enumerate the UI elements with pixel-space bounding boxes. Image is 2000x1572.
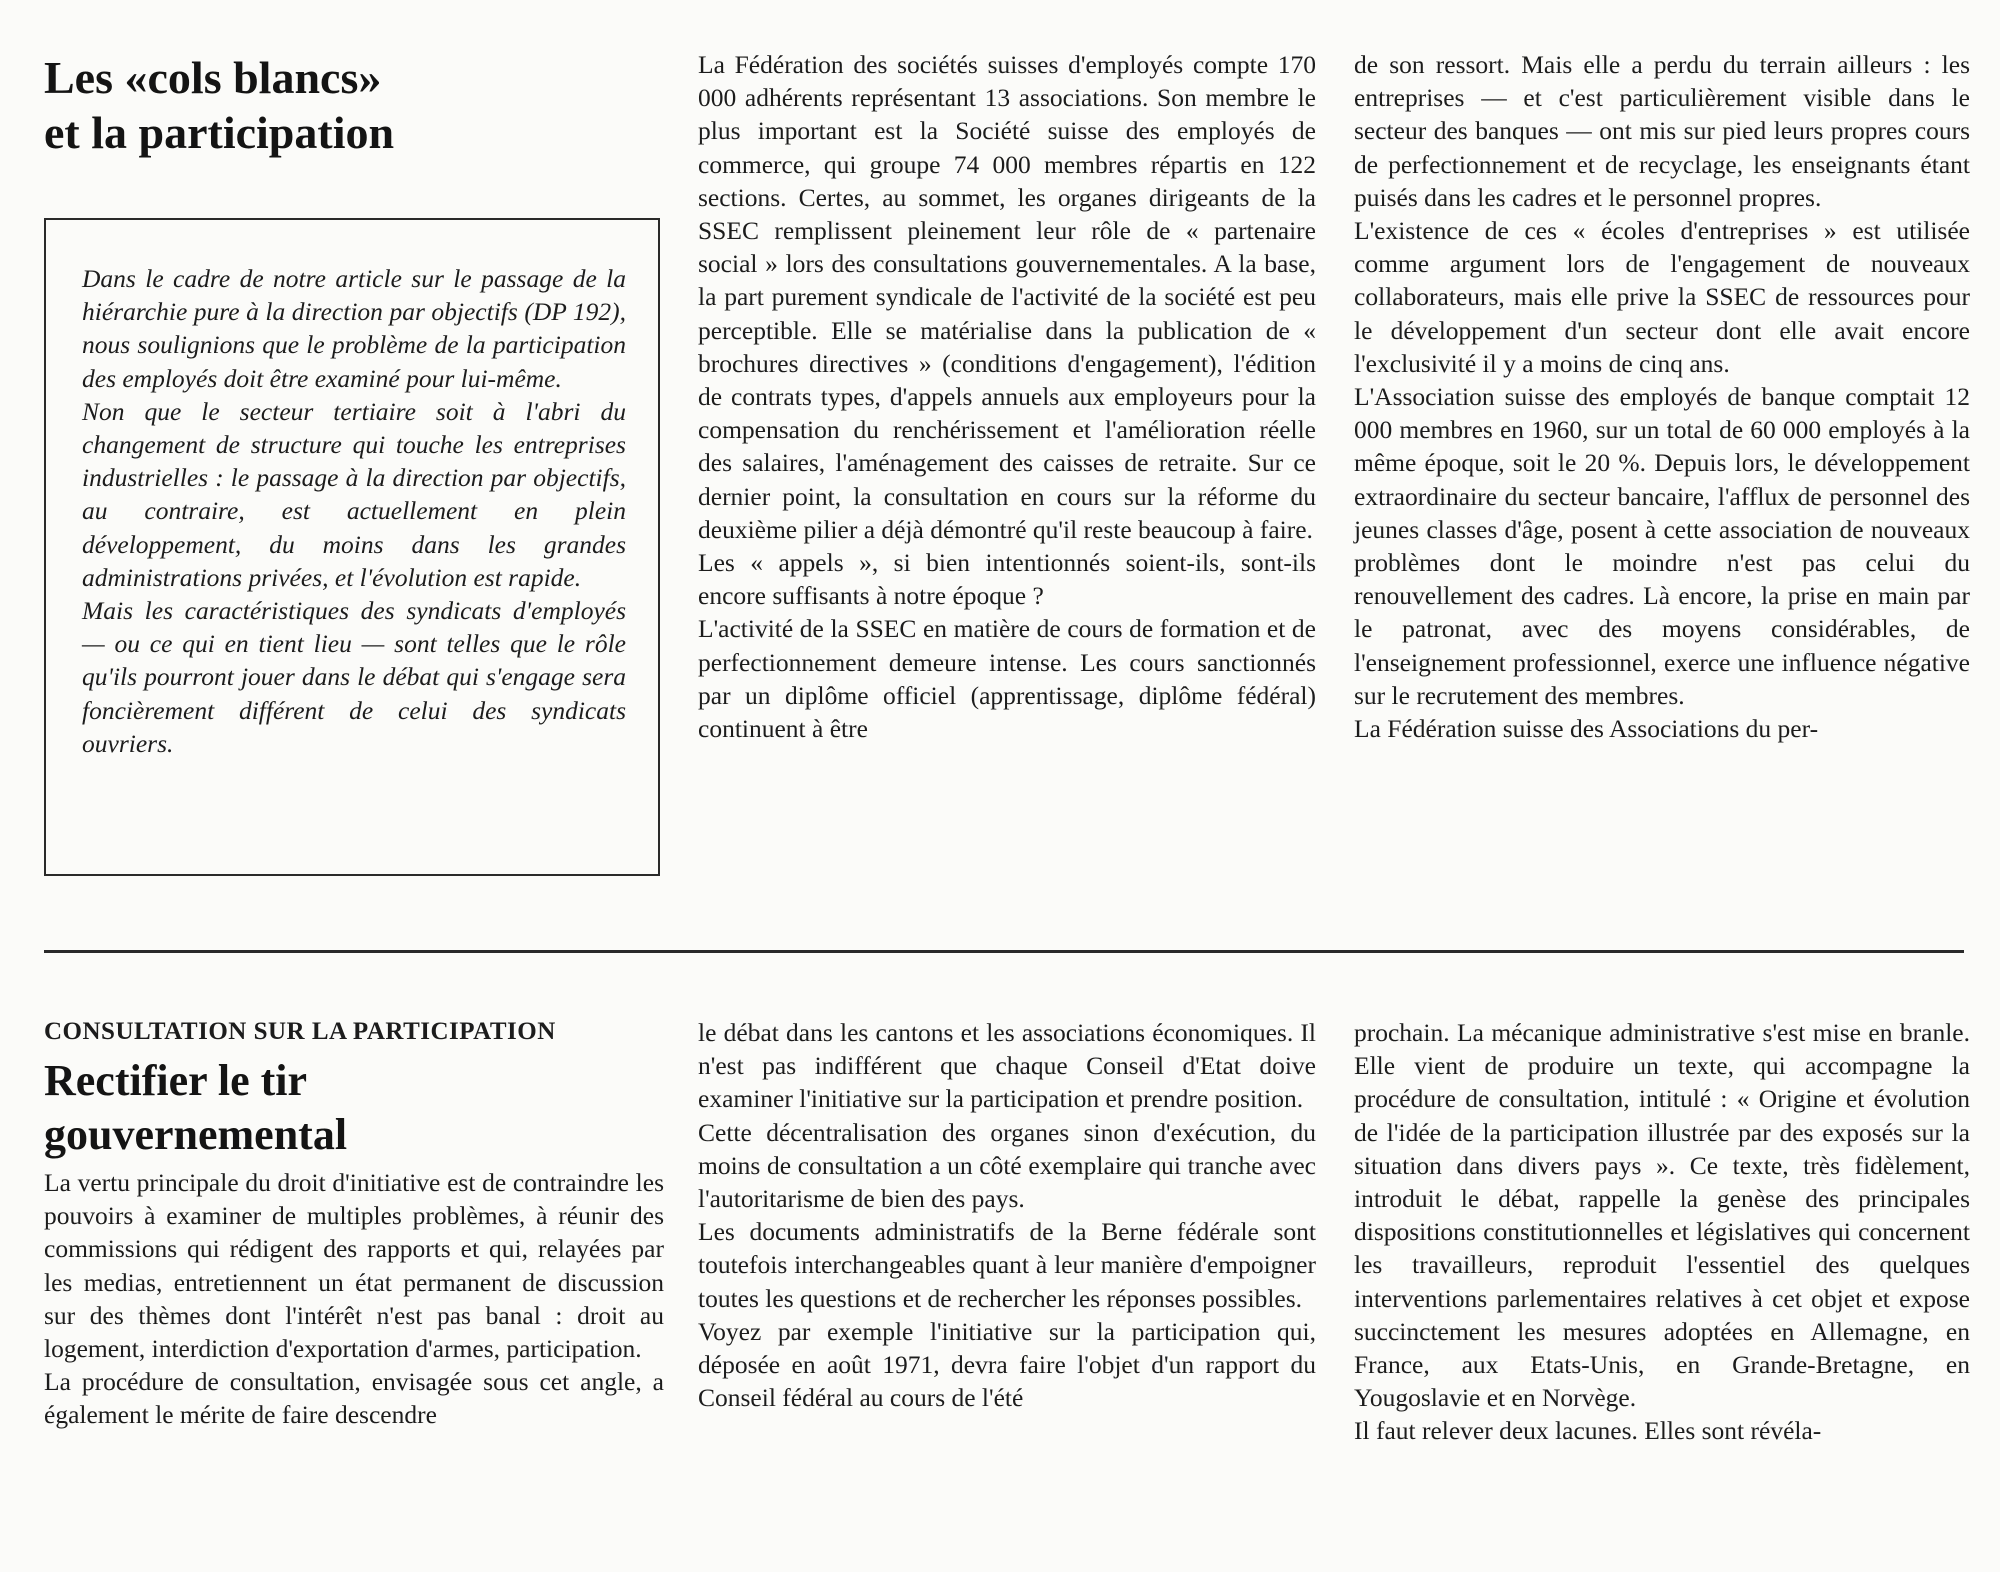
intro-paragraph: Mais les caractéristiques des syndicats d'employés — ou ce qui en tient lieu — sont telles que le rôle qu'ils pourront jouer dans le débat qui s'engage sera foncièrement différent de celui des syndicats ouvriers. [82,596,626,758]
body-paragraph: La Fédération suisse des Associations du per- [1354,714,1819,744]
body-paragraph: La procédure de consultation, envisagée sous cet angle, a également le mérite de faire descendre [44,1367,664,1430]
article-title [44,50,664,160]
intro-paragraph: Dans le cadre de notre article sur le passage de la hiérarchie pure à la direction par objectifs (DP 192), nous soulignions que le problème de la participation des employés doit être examiné pour lui-même. [82,264,626,393]
title-line: Les «cols blancs» [44,52,382,103]
top-column-2 [698,48,1316,745]
article-title [44,1054,664,1162]
section-divider [44,950,1964,953]
title-line: gouvernemental [44,1110,348,1159]
article-kicker: CONSULTATION SUR LA PARTICIPATION [44,1018,556,1045]
body-paragraph: le débat dans les cantons et les associations économiques. Il n'est pas indifférent que chaque Conseil d'Etat doive examiner l'initiative sur la participation et prendre position. [698,1018,1316,1114]
body-paragraph: prochain. La mécanique administrative s'est mise en branle. Elle vient de produire un texte, qui accompagne la procédure de consultation, intitulé : « Origine et évolution de l'idée de la participation illustrée par des exposés sur la situation dans divers pays ». Ce texte, très fidèlement, introduit le débat, rappelle la genèse des principales dispositions constitutionnelles et législatives qui concernent les travailleurs, reproduit l'essentiel des quelques interventions parlementaires relatives à cet objet et expose succinctement les mesures adoptées en Allemagne, en France, aux Etats-Unis, en Grande-Bretagne, en Yougoslavie et en Norvège. [1354,1018,1970,1413]
body-paragraph: La vertu principale du droit d'initiative est de contraindre les pouvoirs à examiner de multiples problèmes, à réunir des commissions qui rédigent des rapports et qui, relayées par les medias, entretiennent un état permanent de discussion sur des thèmes dont l'intérêt n'est pas banal : droit au logement, interdiction d'exportation d'armes, participation. [44,1168,664,1364]
bottom-column-1 [44,1015,664,1432]
intro-paragraph: Non que le secteur tertiaire soit à l'abri du changement de structure qui touche les entreprises industrielles : le passage à la direction par objectifs, au contraire, est actuellement en plein développement, du moins dans les grandes administrations privées, et l'évolution est rapide. [82,396,626,592]
body-paragraph: L'activité de la SSEC en matière de cours de formation et de perfectionnement demeure intense. Les cours sanctionnés par un diplôme officiel (apprentissage, diplôme fédéral) continuent à être [698,614,1316,744]
body-paragraph: L'Association suisse des employés de banque comptait 12 000 membres en 1960, sur un total de 60 000 employés à la même époque, soit le 20 %. Depuis lors, le développement extraordinaire du secteur bancaire, l'afflux de personnel des jeunes classes d'âge, posent à cette association de nouveaux problèmes dont le moindre n'est pas celui du renouvellement des cadres. Là encore, la prise en main par le patronat, avec des moyens considérables, de l'enseignement professionnel, exerce une influence négative sur le recrutement des membres. [1354,382,1970,710]
intro-text [82,262,626,760]
bottom-column-3 [1354,1016,1970,1448]
body-paragraph: Cette décentralisation des organes sinon d'exécution, du moins de consultation a un côté exemplaire qui tranche avec l'autoritarisme de bien des pays. [698,1117,1316,1214]
top-column-3 [1354,48,1970,745]
body-paragraph: L'existence de ces « écoles d'entreprises » est utilisée comme argument lors de l'engagement de nouveaux collaborateurs, mais elle prive la SSEC de ressources pour le développement d'un secteur dont elle avait encore l'exclusivité il y a moins de cinq ans. [1354,216,1970,378]
top-article-heading [44,50,664,160]
body-paragraph: Il faut relever deux lacunes. Elles sont révéla- [1354,1416,1822,1446]
body-paragraph: Les « appels », si bien intentionnés soient-ils, sont-ils encore suffisants à notre époque ? [698,548,1316,611]
title-line: et la participation [44,107,395,158]
body-paragraph: La Fédération des sociétés suisses d'employés compte 170 000 adhérents représentant 13 associations. Son membre le plus important est la Société suisse des employés de commerce, qui groupe 74 000 membres répartis en 122 sections. Certes, au sommet, les organes dirigeants de la SSEC remplissent pleinement leur rôle de « partenaire social » lors des consultations gouvernementales. A la base, la part purement syndicale de l'activité de la société est peu perceptible. Elle se matérialise dans la publication de « brochures directives » (conditions d'engagement), l'édition de contrats types, d'appels annuels aux employeurs pour la compensation du renchérissement et l'amélioration réelle des salaires, l'aménagement des caisses de retraite. Sur ce dernier point, la consultation en cours sur la réforme du deuxième pilier a déjà démontré qu'il reste beaucoup à faire. [698,50,1316,544]
bottom-column-2 [698,1016,1316,1414]
intro-box [44,218,660,876]
body-paragraph: de son ressort. Mais elle a perdu du terrain ailleurs : les entreprises — et c'est particulièrement visible dans le secteur des banques — ont mis sur pied leurs propres cours de perfectionnement et de recyclage, les enseignants étant puisés dans les cadres et le personnel propres. [1354,50,1970,212]
title-line: Rectifier le tir [44,1056,308,1105]
body-paragraph: Les documents administratifs de la Berne fédérale sont toutefois interchangeables quant à leur manière d'empoigner toutes les questions et de rechercher les réponses possibles. [698,1217,1316,1313]
body-paragraph: Voyez par exemple l'initiative sur la participation qui, déposée en août 1971, devra faire l'objet d'un rapport du Conseil fédéral au cours de l'été [698,1316,1316,1413]
